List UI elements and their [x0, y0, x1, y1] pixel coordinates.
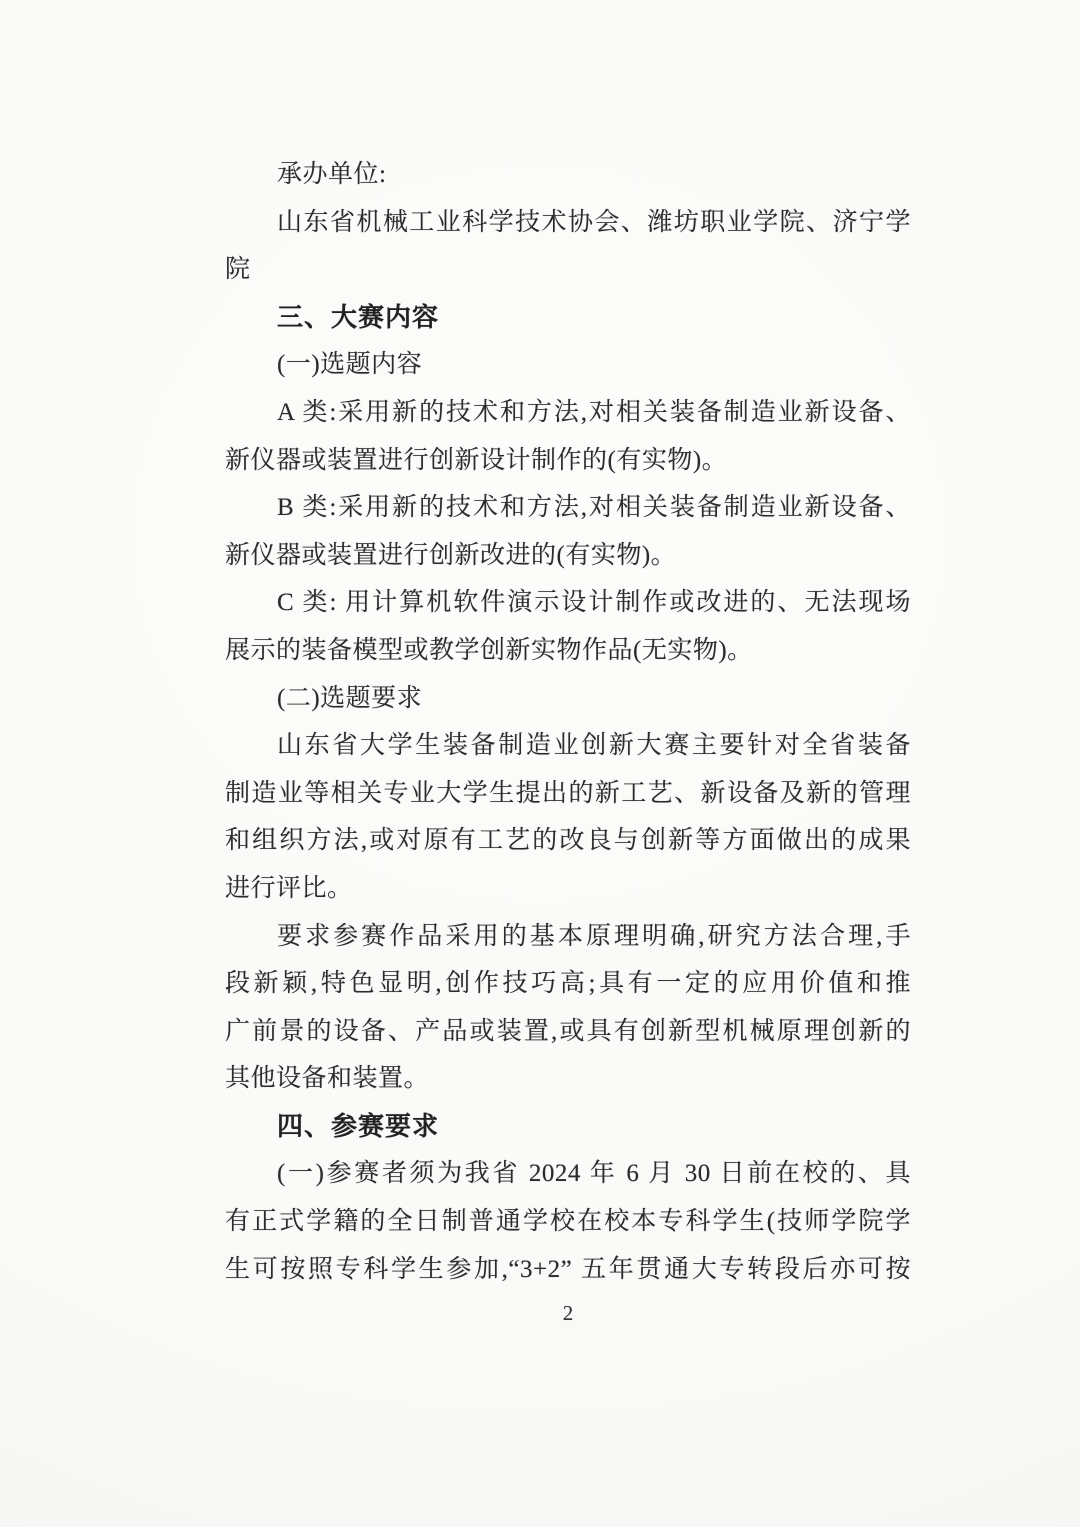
category-a-line: A 类:采用新的技术和方法,对相关装备制造业新设备、: [277, 398, 911, 426]
subheading-topic-requirements: (二)选题要求: [277, 684, 423, 712]
category-c-line: C 类: 用计算机软件演示设计制作或改进的、无法现场: [277, 589, 911, 617]
requirements-paragraph-line: 山东省大学生装备制造业创新大赛主要针对全省装备: [277, 732, 911, 760]
category-c-line: 展示的装备模型或教学创新实物作品(无实物)。: [225, 636, 753, 664]
category-b-line: B 类:采用新的技术和方法,对相关装备制造业新设备、: [277, 494, 911, 522]
work-criteria-paragraph-line: 段新颖,特色显明,创作技巧高;具有一定的应用价值和推: [225, 970, 911, 998]
category-a-line: 新仪器或装置进行创新设计制作的(有实物)。: [225, 446, 728, 474]
organizer-label-line: 承办单位:: [277, 161, 387, 188]
subheading-topic-content: (一)选题内容: [277, 351, 423, 379]
page-number: 2: [562, 1301, 574, 1325]
eligibility-paragraph-line: (一)参赛者须为我省 2024 年 6 月 30 日前在校的、具: [277, 1160, 911, 1188]
category-b-line: 新仪器或装置进行创新改进的(有实物)。: [225, 541, 677, 569]
organizer-names-line: 院: [225, 256, 251, 284]
eligibility-paragraph-line: 有正式学籍的全日制普通学校在校本专科学生(技师学院学: [225, 1208, 911, 1236]
work-criteria-paragraph-line: 要求参赛作品采用的基本原理明确,研究方法合理,手: [277, 922, 911, 950]
heading-entry-requirements: 四、参赛要求: [277, 1110, 440, 1141]
work-criteria-paragraph-line: 其他设备和装置。: [225, 1065, 430, 1093]
requirements-paragraph-line: 和组织方法,或对原有工艺的改良与创新等方面做出的成果: [225, 827, 911, 855]
heading-competition-content: 三、大赛内容: [277, 301, 440, 332]
requirements-paragraph-line: 进行评比。: [225, 874, 353, 902]
requirements-paragraph-line: 制造业等相关专业大学生提出的新工艺、新设备及新的管理: [225, 779, 911, 807]
organizer-names-line: 山东省机械工业科学技术协会、潍坊职业学院、济宁学: [277, 208, 911, 236]
document-body: [225, 151, 911, 1293]
work-criteria-paragraph-line: 广前景的设备、产品或装置,或具有创新型机械原理创新的: [225, 1017, 911, 1045]
eligibility-paragraph-line: 生可按照专科学生参加,“3+2” 五年贯通大专转段后亦可按: [225, 1255, 911, 1283]
